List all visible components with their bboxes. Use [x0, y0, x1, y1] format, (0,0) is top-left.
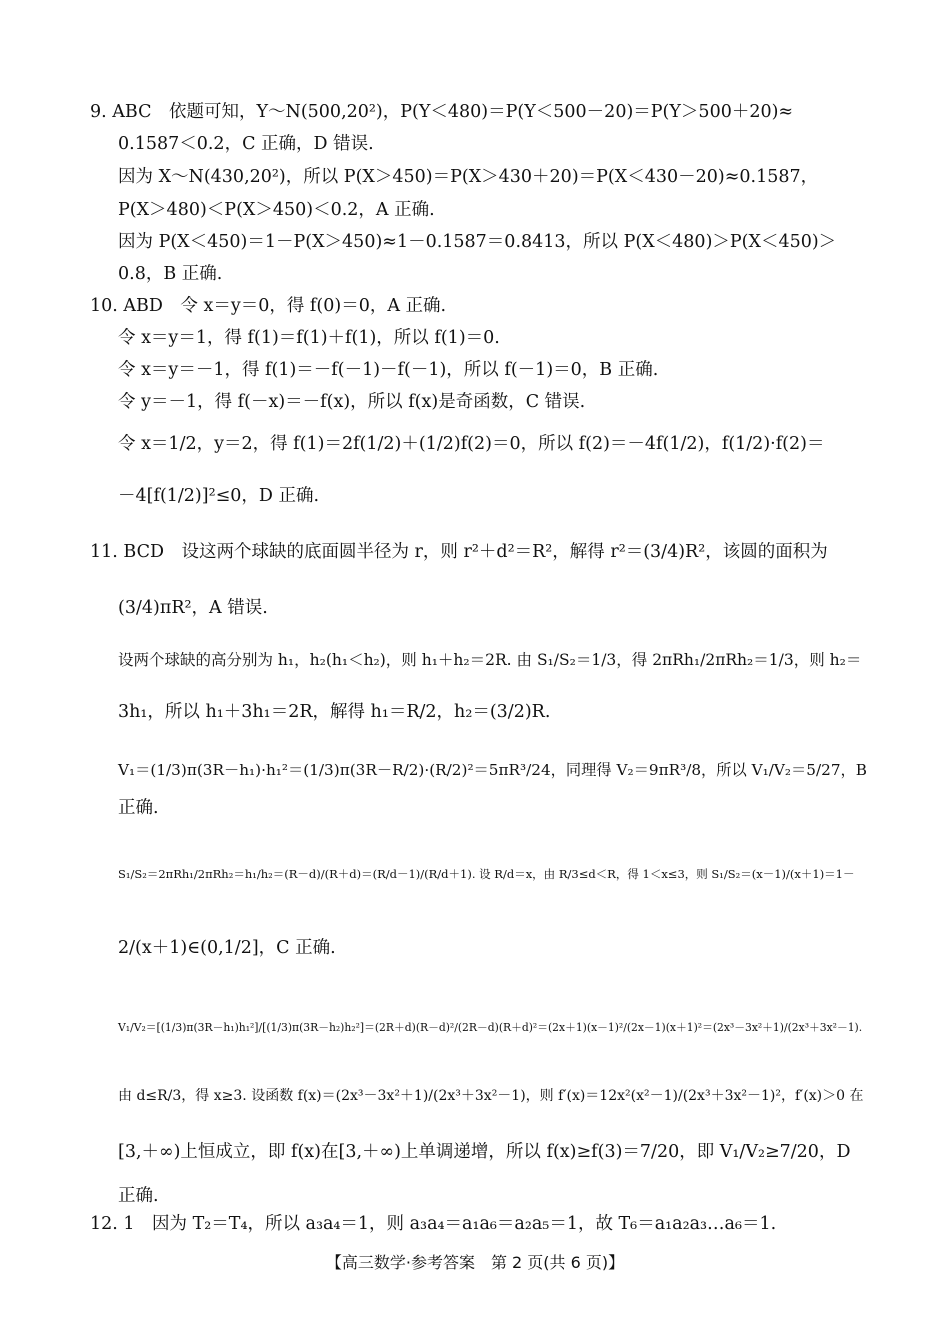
q11-line-11: [3,＋∞)上恒成立，即 f(x)在[3,＋∞)上单调递增，所以 f(x)≥f(3)＝7/20，即 V₁/V₂≥7/20，D [118, 1142, 851, 1162]
q10-line-5: 令 x＝1/2，y＝2，得 f(1)＝2f(1/2)＋(1/2)f(2)＝0，所以 f(2)＝－4f(1/2)，f(1/2)·f(2)＝ [118, 434, 825, 454]
q9-line-4: P(X＞480)＜P(X＞450)＜0.2，A 正确. [118, 200, 435, 220]
q11-line-1: 11. BCD 设这两个球缺的底面圆半径为 r，则 r²＋d²＝R²，解得 r²＝(3/4)R²，该圆的面积为 [90, 542, 828, 562]
page-footer: 【高三数学·参考答案 第 2 页(共 6 页)】 [325, 1253, 625, 1272]
q9-line-6: 0.8，B 正确. [118, 264, 223, 284]
q11-line-6: 正确. [118, 798, 159, 818]
q10-line-1: 10. ABD 令 x＝y＝0，得 f(0)＝0，A 正确. [90, 296, 447, 316]
q11-line-2: (3/4)πR²，A 错误. [118, 598, 268, 618]
q11-line-8: 2/(x＋1)∈(0,1/2]，C 正确. [118, 938, 336, 958]
q11-line-7: S₁/S₂＝2πRh₁/2πRh₂＝h₁/h₂＝(R－d)/(R＋d)＝(R/d－1)/(R/d＋1). 设 R/d＝x，由 R/3≤d＜R，得 1＜x≤3，则 S₁/S₂＝(x－1)/(x＋1)＝1－ [118, 867, 855, 881]
q10-line-6: －4[f(1/2)]²≤0，D 正确. [118, 486, 320, 506]
q10-line-4: 令 y＝－1，得 f(－x)＝－f(x)，所以 f(x)是奇函数，C 错误. [118, 392, 586, 412]
q11-line-12: 正确. [118, 1186, 159, 1206]
q11-line-5: V₁＝(1/3)π(3R－h₁)·h₁²＝(1/3)π(3R－R/2)·(R/2)²＝5πR³/24，同理得 V₂＝9πR³/8，所以 V₁/V₂＝5/27，B [118, 761, 867, 779]
q12-line-1: 12. 1 因为 T₂＝T₄，所以 a₃a₄＝1，则 a₃a₄＝a₁a₆＝a₂a₅＝1，故 T₆＝a₁a₂a₃…a₆＝1. [90, 1214, 777, 1234]
q11-line-3: 设两个球缺的高分别为 h₁，h₂(h₁＜h₂)，则 h₁＋h₂＝2R. 由 S₁/S₂＝1/3，得 2πRh₁/2πRh₂＝1/3，则 h₂＝ [118, 651, 862, 669]
q9-line-2: 0.1587＜0.2，C 正确，D 错误. [118, 134, 374, 154]
q11-line-10: 由 d≤R/3，得 x≥3. 设函数 f(x)＝(2x³－3x²＋1)/(2x³＋3x²－1)，则 f′(x)＝12x²(x²－1)/(2x³＋3x²－1)²，f′(x)＞0 在 [118, 1088, 864, 1104]
q11-line-9: V₁/V₂＝[(1/3)π(3R－h₁)h₁²]/[(1/3)π(3R－h₂)h₂²]＝(2R＋d)(R－d)²/(2R－d)(R＋d)²＝(2x＋1)(x－1)²/(2x－1)(x＋1)²＝(2x³－3x²＋1)/(2x³＋3x²－1). [118, 1021, 863, 1034]
q9-line-3: 因为 X～N(430,20²)，所以 P(X＞450)＝P(X＞430＋20)＝P(X＜430－20)≈0.1587， [118, 167, 819, 187]
q11-line-4: 3h₁，所以 h₁＋3h₁＝2R，解得 h₁＝R/2，h₂＝(3/2)R. [118, 702, 551, 722]
q10-line-3: 令 x＝y＝－1，得 f(1)＝－f(－1)－f(－1)，所以 f(－1)＝0，B 正确. [118, 360, 659, 380]
q9-line-1: 9. ABC 依题可知，Y～N(500,20²)，P(Y＜480)＝P(Y＜500－20)＝P(Y＞500＋20)≈ [90, 102, 794, 122]
q9-line-5: 因为 P(X＜450)＝1－P(X＞450)≈1－0.1587＝0.8413，所以 P(X＜480)＞P(X＜450)＞ [118, 232, 837, 252]
q10-line-2: 令 x＝y＝1，得 f(1)＝f(1)＋f(1)，所以 f(1)＝0. [118, 328, 500, 348]
